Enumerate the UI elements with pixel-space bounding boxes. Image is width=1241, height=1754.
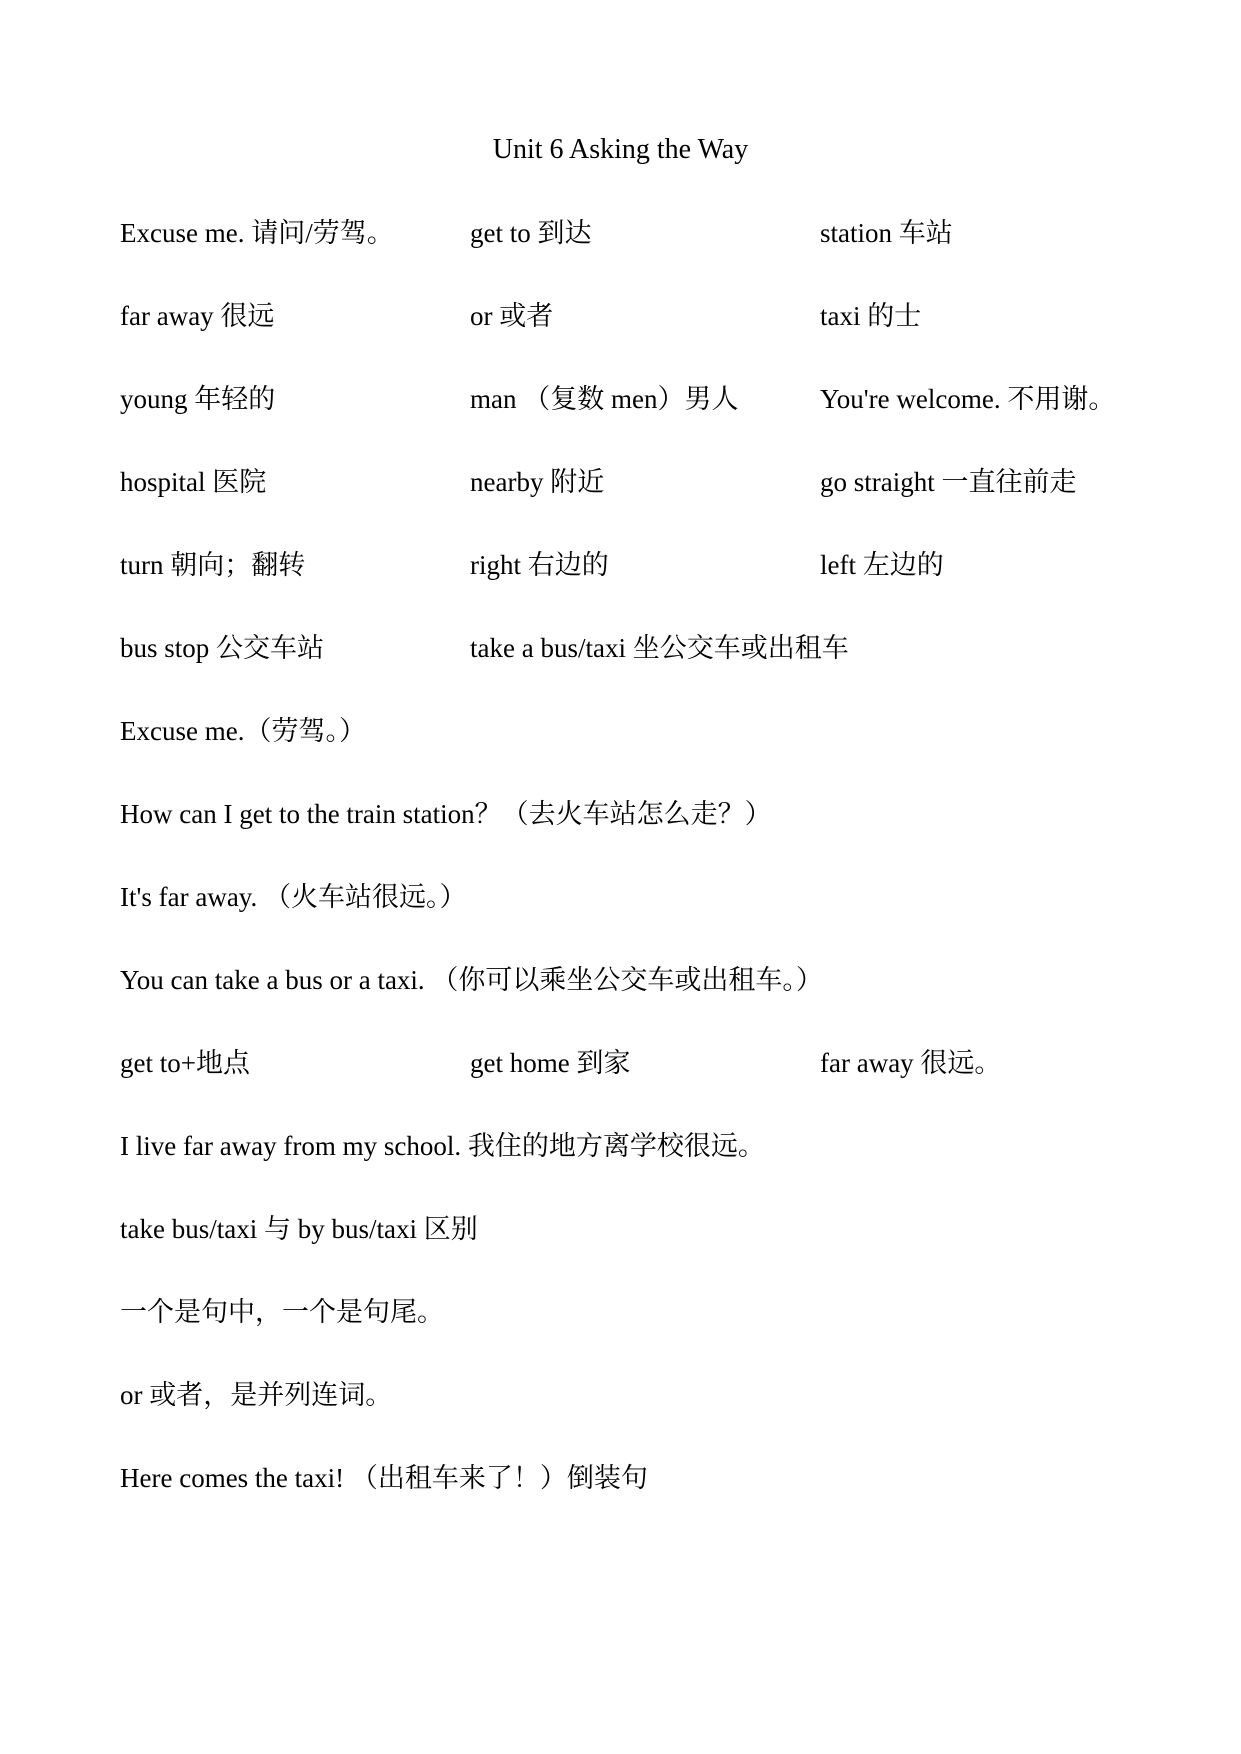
sentence: It's far away. （火车站很远。） [120,882,467,912]
vocab-entry: right 右边的 [470,550,609,580]
vocab-entry: You're welcome. 不用谢。 [820,384,1116,414]
vocab-entry: man （复数 men）男人 [470,384,739,414]
vocab-entry: Excuse me. 请问/劳驾。 [120,218,394,248]
note-line: 一个是句中，一个是句尾。 [120,1297,444,1327]
vocab-entry: taxi 的士 [820,301,922,331]
vocab-entry: left 左边的 [820,550,944,580]
vocab-entry: far away 很远 [120,301,275,331]
sentence: How can I get to the train station？（去火车站怎么走？） [120,799,772,829]
note-line: take bus/taxi 与 by bus/taxi 区别 [120,1214,478,1244]
vocab-entry: bus stop 公交车站 [120,633,325,663]
note-line: I live far away from my school. 我住的地方离学校很远。 [120,1131,765,1161]
sentence: Excuse me.（劳驾。） [120,716,366,746]
vocab-entry: get to 到达 [470,218,592,248]
vocab-entry: go straight 一直往前走 [820,467,1077,497]
vocab-entry: or 或者 [470,301,554,331]
vocab-entry: young 年轻的 [120,384,276,414]
phrase-entry: far away 很远。 [820,1048,1002,1078]
vocab-entry: turn 朝向；翻转 [120,550,306,580]
phrase-entry: get home 到家 [470,1048,631,1078]
phrase-entry: get to+地点 [120,1048,250,1078]
vocab-entry: hospital 医院 [120,467,267,497]
vocab-entry: take a bus/taxi 坐公交车或出租车 [470,633,849,663]
page-title: Unit 6 Asking the Way [492,134,749,165]
note-line: Here comes the taxi! （出租车来了！）倒装句 [120,1463,648,1493]
vocab-entry: station 车站 [820,218,953,248]
vocab-entry: nearby 附近 [470,467,605,497]
note-line: or 或者，是并列连词。 [120,1380,393,1410]
sentence: You can take a bus or a taxi. （你可以乘坐公交车或出租车。） [120,965,823,995]
